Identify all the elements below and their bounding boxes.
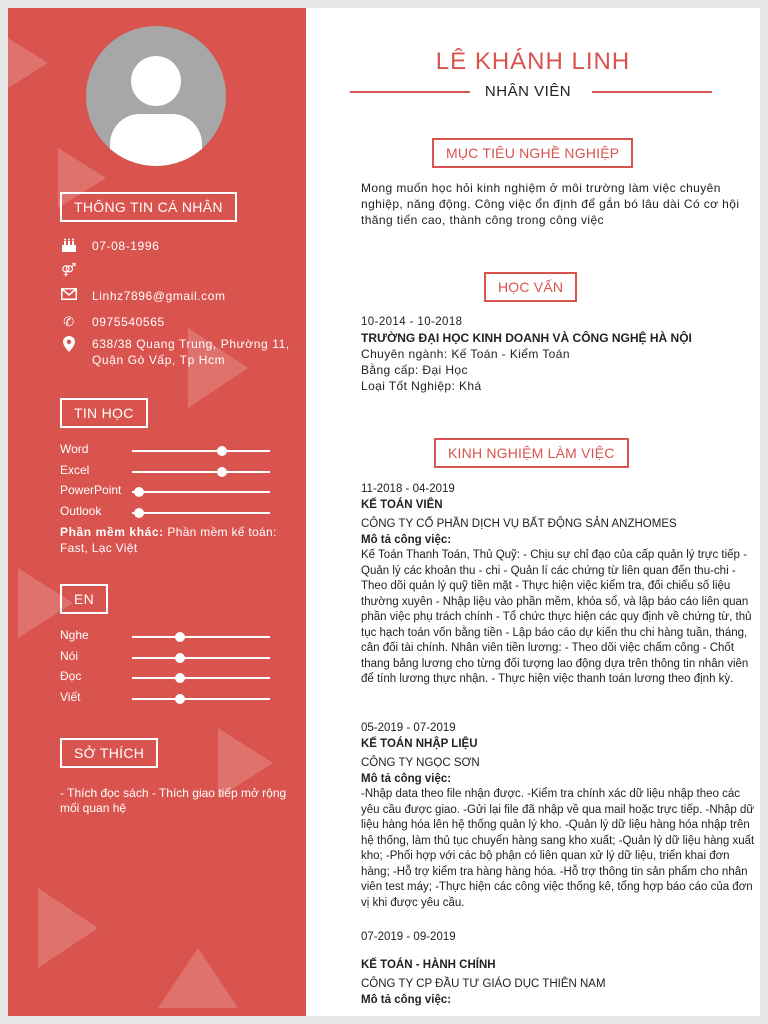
address-value: 638/38 Quang Trung, Phường 11, Quận Gò Vấp, Tp Hcm (92, 337, 290, 367)
job-desc-label: Mô tả công việc: (361, 772, 452, 785)
job-desc-label: Mô tả công việc: (361, 993, 452, 1006)
candidate-role: NHÂN VIÊN (484, 83, 572, 100)
job-entry (361, 482, 760, 688)
it-skills-title: TIN HỌC (60, 398, 148, 428)
en-skill-label: Đọc (60, 669, 82, 683)
it-skill-level-knob (217, 446, 227, 456)
job-date: 05-2019 - 07-2019 (361, 722, 456, 734)
education-grade: Loại Tốt Nghiệp: Khá (361, 379, 482, 393)
sidebar (8, 8, 306, 1016)
job-position: KẾ TOÁN - HÀNH CHÍNH (361, 958, 496, 971)
job-desc-label: Mô tả công việc: (361, 533, 452, 546)
job-company: CÔNG TY CP ĐẦU TƯ GIÁO DỤC THIÊN NAM (361, 978, 606, 990)
hobby-title: SỞ THÍCH (60, 738, 158, 768)
en-skill-track (132, 636, 270, 638)
it-skill-label: Word (60, 442, 89, 456)
other-software-value: Phần mềm kế toán: Fast, Lạc Việt (60, 525, 277, 555)
education-date: 10-2014 - 10-2018 (361, 316, 463, 328)
decor-triangle (38, 888, 98, 968)
education-major: Chuyên ngành: Kế Toán - Kiểm Toán (361, 347, 570, 361)
experience-title: KINH NGHIỆM LÀM VIỆC (434, 438, 629, 468)
it-skill-track (132, 471, 270, 473)
english-title: EN (60, 584, 108, 614)
en-skill-level-knob (175, 653, 185, 663)
other-software-label: Phần mềm khác: (60, 525, 164, 539)
candidate-name: LÊ KHÁNH LINH (435, 48, 631, 75)
decor-triangle (158, 948, 238, 1008)
role-divider-right (592, 91, 712, 93)
education-title: HỌC VẤN (484, 272, 577, 302)
job-desc: Kế Toán Thanh Toán, Thủ Quỹ: - Chịu sự chỉ đạo của cấp quản lý trực tiếp - Quản lý các khoản thu - chi - Quản lí các chứng từ liên quan đến thu-chi - Theo dõi quản lý quỹ tiền mặt - Thực hiện việc kiểm tra, đối chiếu số liệu thường xuyên - Nhập liệu vào phần mềm, khóa sổ, và lập báo cáo liên quan phần việc phụ trách chính - Tổ chức thực hiện các quy định về chứng từ, thủ tục hạch toán vốn bằng tiền - Lập báo cáo dự kiến thu chi hàng tuần, tháng, cân đối tài chính. Nhân viên tiền lương: - Theo dõi việc chấm công - Chốt thang bảng lương cho từng đối tượng lao động dựa trên thông tin nhân viên để tính lương thực nhận. - Thực hiện việc thanh toán lương theo định kỳ. (361, 549, 752, 685)
avatar (86, 26, 226, 166)
location-icon (60, 336, 78, 355)
job-position: KẾ TOÁN NHẬP LIỆU (361, 737, 478, 750)
it-skill-level-knob (217, 467, 227, 477)
it-skill-track (132, 512, 270, 514)
en-skill-level-knob (175, 632, 185, 642)
job-desc: -Nhập data theo file nhận được. -Kiểm tra chính xác dữ liệu nhập theo các yêu cầu được giao. -Gửi lại file đã nhập về qua mail hoặc trực tiếp. -Nhập dữ liệu hàng hóa lên hệ thống quản lý kho. -Quản lý dữ liệu hàng hóa nhập trên hệ thống, làm thủ tục chuyển hàng sang kho xuất; -Quản lý dữ liệu hàng xuất kho; -Phối hợp với các bộ phận có liên quan xử lý dữ liệu, triển khai đơn hàng; -Hỗ trợ kiểm tra hàng hàng hóa. -Hỗ trợ thông tin sản phẩm cho nhân viên test máy; -Thực hiện các công việc thống kê, tổng hợp báo cáo của đơn vị khi được yêu cầu. (361, 788, 755, 909)
education-school: TRƯỜNG ĐẠI HỌC KINH DOANH VÀ CÔNG NGHỆ HÀ NỘI (361, 331, 692, 345)
email-value[interactable]: Linhz7896@gmail.com (92, 289, 226, 303)
en-skill-level-knob (175, 673, 185, 683)
gender-icon: ⚤ (61, 262, 77, 277)
role-divider-left (350, 91, 470, 93)
job-entry (361, 930, 760, 1008)
dob-value: 07-08-1996 (92, 239, 160, 253)
job-company: CÔNG TY CỔ PHẦN DỊCH VỤ BẤT ĐỘNG SẢN ANZHOMES (361, 518, 677, 530)
phone-value[interactable]: 0975540565 (92, 315, 165, 329)
job-entry (361, 721, 760, 911)
hobby-text: - Thích đọc sách - Thích giao tiếp mở rộng mối quan hệ (60, 786, 287, 815)
phone-icon: ✆ (63, 314, 75, 329)
job-company: CÔNG TY NGỌC SƠN (361, 757, 480, 769)
cake-icon (60, 238, 78, 255)
job-position: KẾ TOÁN VIÊN (361, 498, 443, 511)
job-date: 11-2018 - 04-2019 (361, 483, 455, 495)
en-skill-label: Viết (60, 689, 81, 704)
personal-info-title: THÔNG TIN CÁ NHÂN (60, 192, 237, 222)
education-block (361, 314, 751, 394)
avatar-body (110, 114, 202, 166)
it-skill-track (132, 450, 270, 452)
it-skill-label: PowerPoint (60, 483, 122, 497)
en-skill-label: Nghe (60, 628, 89, 642)
it-skill-track (132, 491, 270, 493)
it-skill-level-knob (134, 487, 144, 497)
education-degree: Bằng cấp: Đại Học (361, 363, 468, 377)
other-software (60, 524, 305, 556)
mail-icon (60, 288, 78, 303)
it-skill-label: Excel (60, 462, 90, 477)
en-skill-track (132, 698, 270, 700)
objective-title: MỤC TIÊU NGHỀ NGHIỆP (432, 138, 633, 168)
en-skill-label: Nói (60, 648, 79, 663)
job-date: 07-2019 - 09-2019 (361, 931, 456, 943)
it-skill-level-knob (134, 508, 144, 518)
decor-triangle (8, 38, 48, 88)
en-skill-track (132, 677, 270, 679)
en-skill-level-knob (175, 694, 185, 704)
en-skill-track (132, 657, 270, 659)
cv-page (8, 8, 760, 1016)
it-skill-label: Outlook (60, 503, 102, 518)
avatar-head (131, 56, 181, 106)
objective-text: Mong muốn học hỏi kinh nghiệm ở môi trường làm việc chuyên nghiệp, năng động. Công việc ổn định để gắn bó lâu dài Có cơ hội thăng tiến cao, thành công trong công việc (361, 181, 740, 227)
